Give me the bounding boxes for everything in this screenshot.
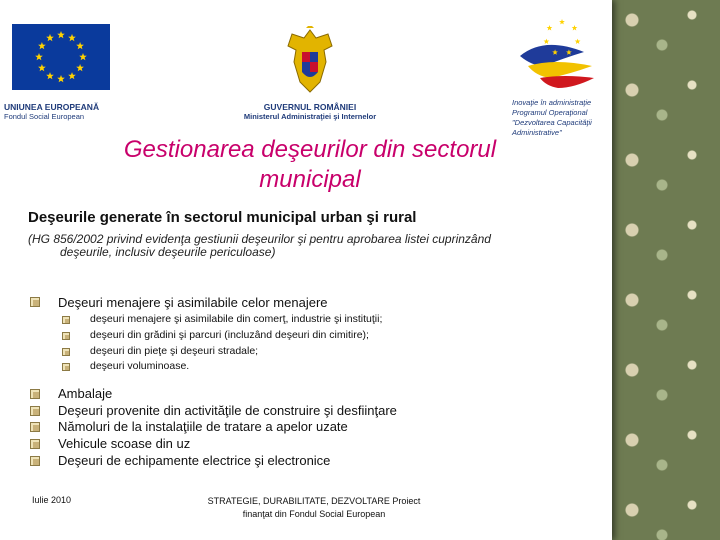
bullet-icon [30,456,40,466]
group2-item: Vehicule scoase din uz [58,436,191,451]
group1-subitem: deşeuri menajere şi asimilabile din comerţ, industrie şi instituţii; [90,313,383,325]
group1-subitem: deşeuri voluminoase. [90,360,190,372]
bullet-icon [62,316,70,324]
group2-item: Deşeuri de echipamente electrice şi electronice [58,453,331,468]
bullet-icon [62,348,70,356]
group1-subitem: deşeuri din grădini şi parcuri (incluzând deşeuri din cimitire); [90,329,369,341]
bullet-icon [30,406,40,416]
bullet-icon [62,332,70,340]
bullet-icon [30,422,40,432]
pocda-caption-line2: Programul Operaţional [512,108,588,117]
slide-title [40,135,580,195]
gov-caption-line1: GUVERNUL ROMÂNIEI [263,102,357,112]
decorative-border-pattern [612,0,720,540]
title-line2: municipal [259,166,361,193]
star-icon [572,25,578,31]
bullet-icon [30,297,40,307]
pocda-caption-line1: Inovaţie în administraţie [512,98,592,107]
bullet-icon [30,389,40,399]
eu-caption-line1: UNIUNEA EUROPEANĂ [4,102,100,112]
legal-ref-line1: (HG 856/2002 privind evidenţa gestiunii deşeurilor şi pentru aprobarea listei cuprinzând [28,232,491,246]
eu-flag-icon [12,24,110,90]
eu-caption-line2: Fondul Social European [4,112,85,121]
subtitle: Deşeurile generate în sectorul municipal urban şi rural [28,209,417,226]
star-icon [547,25,553,31]
footer-project [176,495,452,521]
pocda-caption-line3: "Dezvoltarea Capacităţii [512,118,592,127]
group2-item: Ambalaje [58,386,113,401]
legal-reference [28,233,598,259]
title-line1: Gestionarea deşeurilor din sectorul [123,136,497,163]
legal-ref-line2: deşeurile, inclusiv deşeurile periculoase) [60,245,276,259]
pocda-swirl-icon [514,16,598,92]
group1-subitem: deşeuri din pieţe şi deşeuri stradale; [90,345,259,357]
gov-caption-line2: Ministerul Administraţiei şi Internelor [243,112,377,121]
group1-label: Deşeuri menajere şi asimilabile celor menajere [58,295,328,310]
group2-item: Deşeuri provenite din activităţile de construire şi desfiinţare [58,403,397,418]
footer-date: Iulie 2010 [32,495,72,505]
footer-line1: STRATEGIE, DURABILITATE, DEZVOLTARE Proiect [207,496,421,506]
footer-line2: finanţat din Fondul Social European [242,509,386,519]
romania-coat-of-arms-icon [280,26,340,96]
group2-item: Nămoluri de la instalaţiile de tratare a apelor uzate [58,419,348,434]
star-icon [559,19,565,24]
bullet-icon [62,363,70,371]
pocda-caption-line4: Administrative" [512,128,562,137]
star-icon [544,39,550,44]
star-icon [575,39,581,44]
bullet-icon [30,439,40,449]
